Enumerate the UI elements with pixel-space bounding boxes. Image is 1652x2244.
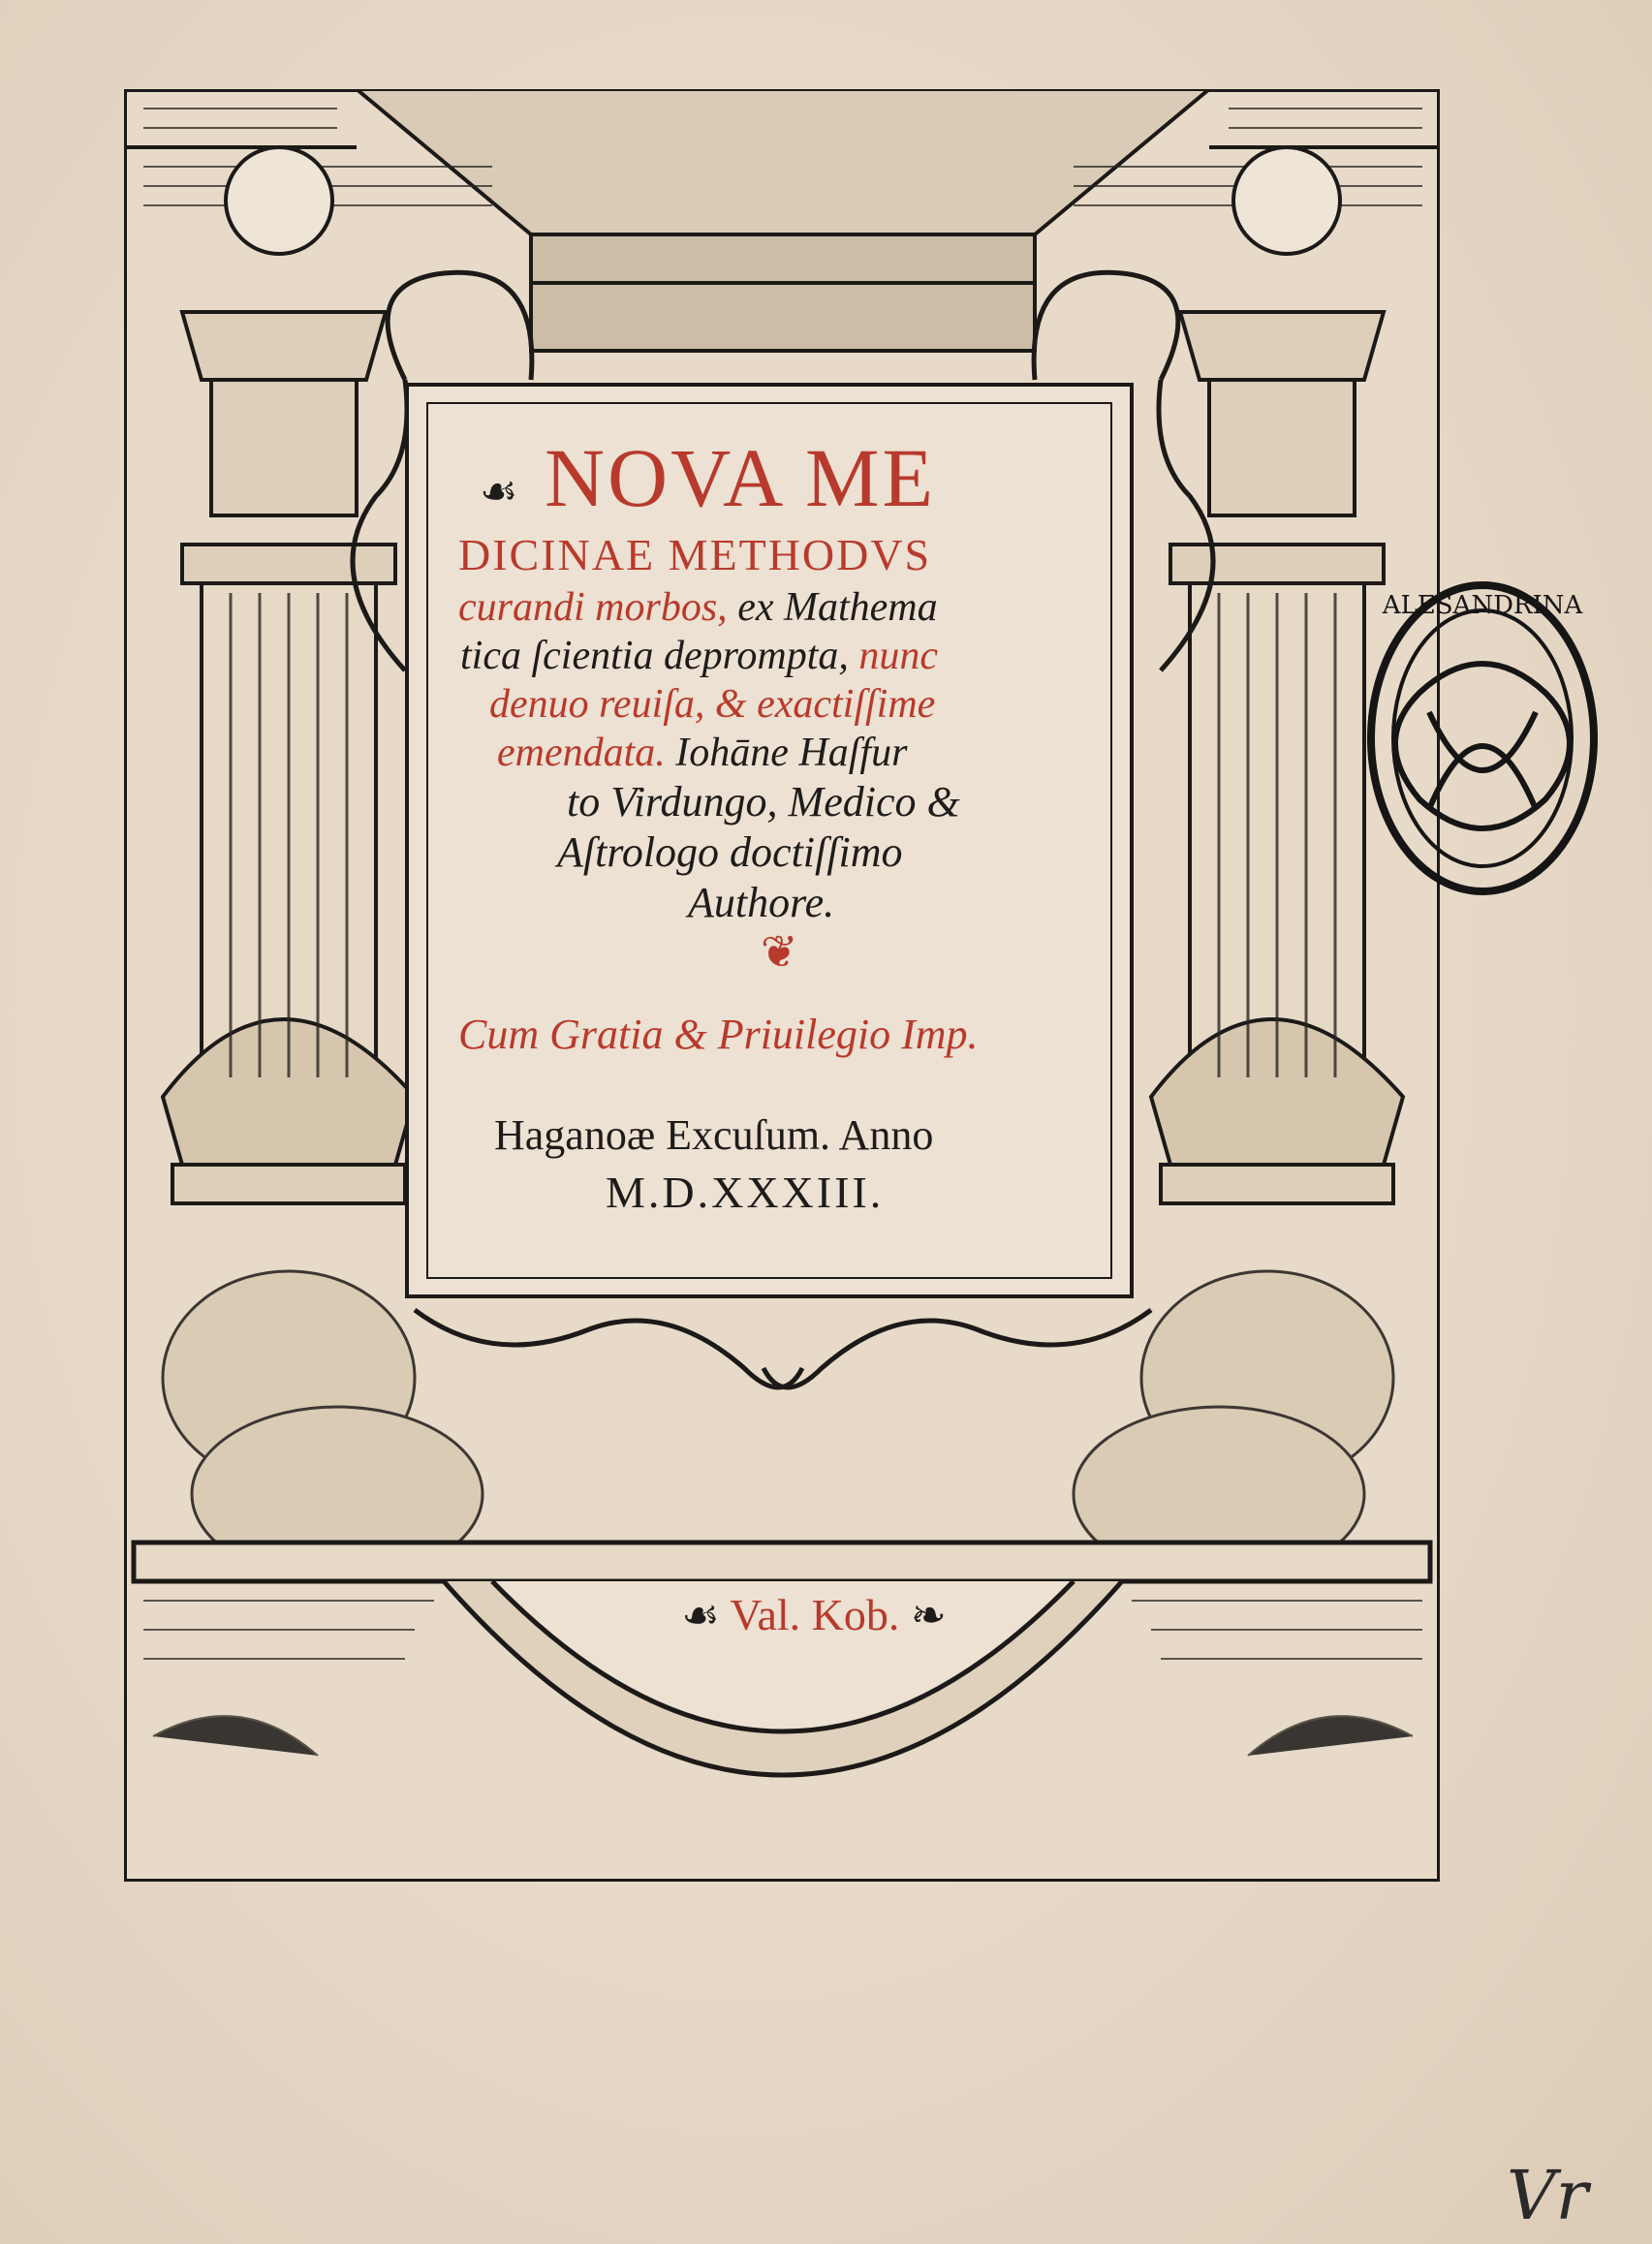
fleuron-icon: ❦: [761, 927, 798, 977]
printer-device: [620, 1589, 1008, 1640]
title-text-block: [451, 431, 1109, 1217]
privilege-line: Cum Gratia & Priuilegio Imp.: [458, 1011, 979, 1058]
title-line-3a: curandi morbos,: [458, 585, 728, 630]
library-stamp: [1361, 577, 1604, 901]
title-line-7: to Virdungo, Medico &: [567, 778, 960, 826]
title-line-6a: emendata.: [497, 731, 666, 775]
title-line-3b: ex Mathema: [737, 585, 938, 630]
stamp-text: ALESANDRINA: [1382, 591, 1583, 620]
imprint-line-2: M.D.XXXIII.: [606, 1168, 885, 1217]
margin-mark: Vr: [1507, 2156, 1589, 2235]
title-line-4a: tica ſcientia deprompta,: [460, 634, 849, 678]
leaf-ornament-left: ☙: [681, 1592, 720, 1639]
title-line-6b: Iohāne Haſfur: [675, 731, 908, 775]
imprint-line-1: Haganoæ Excuſum. Anno: [494, 1111, 934, 1159]
title-line-4b: nunc: [858, 634, 939, 678]
title-line-9: Authore.: [688, 879, 835, 926]
leaf-ornament-right: ❧: [910, 1592, 947, 1639]
leaf-ornament: ☙: [480, 468, 521, 515]
title-line-5: denuo reuiſa, & exactiſſime: [489, 682, 936, 727]
title-line-2: DICINAE METHODVS: [458, 530, 932, 579]
title-line-1: NOVA ME: [544, 431, 937, 524]
title-line-8: Aſtrologo doctiſſimo: [557, 828, 903, 876]
printer-name: Val. Kob.: [730, 1590, 900, 1639]
